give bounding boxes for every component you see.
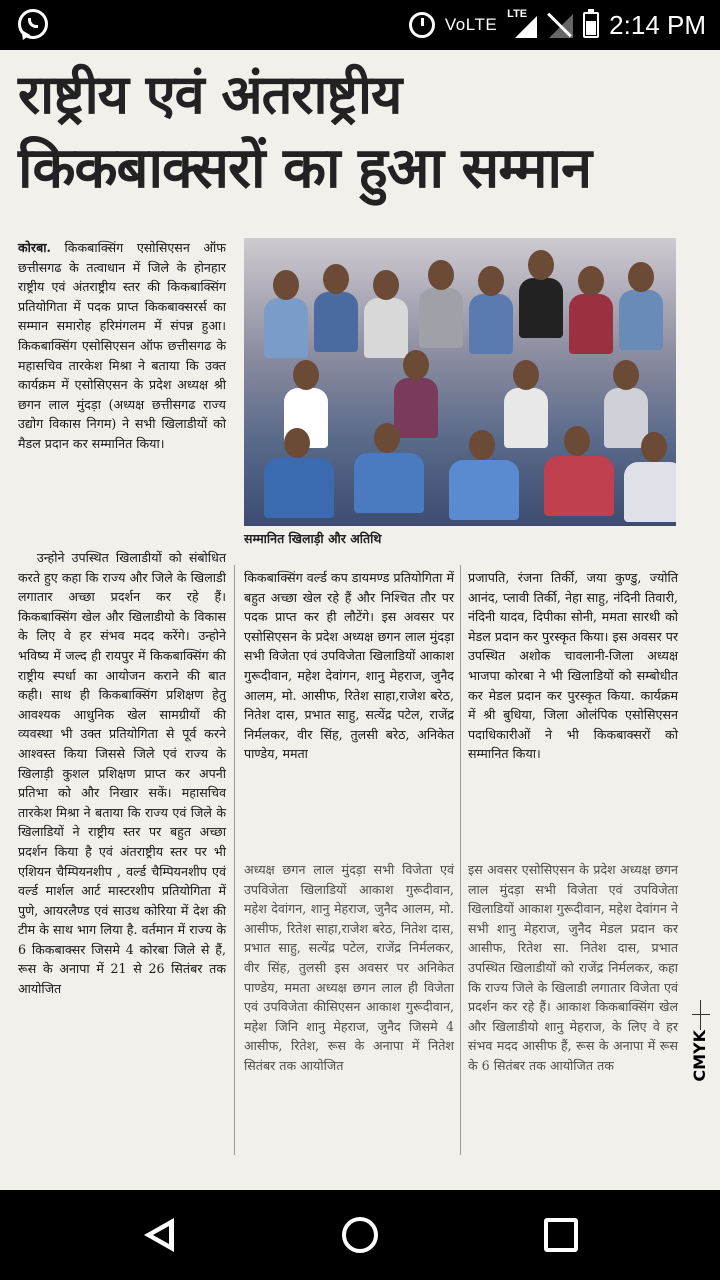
column-1-intro <box>18 238 226 454</box>
battery-icon <box>583 12 599 38</box>
lte-signal-icon <box>507 10 537 40</box>
status-bar <box>0 0 720 50</box>
volte-label: VoLTE <box>444 15 498 34</box>
column-divider-2 <box>460 565 461 1155</box>
cmyk-print-mark: CMYK <box>690 1030 709 1082</box>
status-time: 2:14 PM <box>609 9 706 40</box>
column-2-body: किकबाक्सिंग वर्ल्ड कप डायमण्ड प्रतियोगिता में बहुत अच्छा खेल रहे हैं और निश्चित तौर पर पदक प्राप्त कर ही लौटेंगे। इस अवसर पर एसोसिएसन के प्रदेश अध्यक्ष छगन लाल मुंदड़ा सभी विजेता एवं उपविजेता खिलाडियों आकाश गुरूदीवान, महेश देवांगन, शानु मेहराज, जुनैद आलम, मो. आसीफ, रितेश साहा,राजेश बरेठ, नितेश दास, प्रभात साहु, सत्येंद्र पटेल, राजेंद्र निर्मलकर, वीर सिंह, तुलसी बरेठ, अनिकेत पाण्डेय, ममता <box>244 570 454 762</box>
newspaper-clipping[interactable] <box>0 50 720 1190</box>
group-photo <box>244 238 676 526</box>
alarm-icon <box>409 12 435 38</box>
home-icon[interactable] <box>342 1217 378 1253</box>
no-signal-icon <box>547 12 573 38</box>
headline-line-2: किकबाक्सरों का हुआ सम्मान <box>18 136 592 201</box>
navigation-bar <box>0 1190 720 1280</box>
registration-mark-icon <box>692 1000 710 1030</box>
headline-line-1: राष्ट्रीय एवं अंतराष्ट्रीय <box>18 63 402 126</box>
recent-apps-icon[interactable] <box>544 1218 578 1252</box>
column-1-body: उन्होने उपस्थित खिलाडीयों को संबोधित करते हुए कहा कि राज्य और जिले के खिलाडी लगातार अच्छा प्रदर्शन कर रहे हैं। किकबाक्सिंग खेल और खिलाडीयो के विकास के लिए वे हर संभव मदद करेंगे। उन्होने भविष्य में जल्द ही रायपुर में किकबाक्सिंग की राष्ट्रीय स्पर्धा का आयोजन कराने की बात कही। साथ ही किकबाक्सिंग प्रशिक्षण हेतु आवश्यक आधुनिक खेल सामग्रीयों की व्यवस्था भी उक्त प्रतियोगिता से पूर्व करने आश्वस्त किया जिससे जिले एवं राज्य के खिलाड़ी कुशल प्रशिक्षण प्राप्त कर अपनी प्रतिभा को और निखार सकें। महासचिव तारकेश मिश्रा ने बताया कि राज्य एवं जिले के खिलाडियों ने राष्ट्रीय स्तर पर बहुत अच्छा प्रदर्शन किया है एवं अंतराष्ट्रीय स्तर पर भी एशियन चैम्पियनशीप , वर्ल्ड चैम्पियनशीप एवं वर्ल्ड मार्शल आर्ट मास्टरशीप प्रतियोगिता में पुणे, आयरलैण्ड एवं साउथ कोरिया में देश की टीम के साथ भाग लिया है. वर्तमान में राज्य के 6 किकबाक्सर जिसमे 4 कोरबा जिले से हैं, रूस के अनापा में 21 से 26 सितंबर तक आयोजित <box>18 550 226 997</box>
article-headline <box>18 58 708 206</box>
back-icon-inner <box>153 1226 169 1244</box>
intro-text: किकबाक्सिंग एसोसिएसन ऑफ छत्तीसगढ के तत्वाधान में जिले के होनहार राष्ट्रीय एवं अंतराष्ट्रीय स्तर की किकबाक्सिंग प्रतियोगिता में पदक प्राप्त किकबाक्सरर्स का सम्मान समारोह हरिमंगलम में संपन्न हुआ। किकबाक्सिंग एसोसिएसन ऑफ छत्तीसगढ के महासचिव तारकेश मिश्रा ने बताया कि उक्त कार्यक्रम में एसोसिएसन के प्रदेश अध्यक्ष श्री छगन लाल मुंदड़ा (अध्यक्ष छत्तीसगढ राज्य उद्योग विकास निगम) ने सभी खिलाडीयों को मैडल प्रदान कर सम्मानित किया। <box>18 240 226 451</box>
column-3-body: प्रजापति, रंजना तिर्की, जया कुण्डु, ज्योति आनंद, प्लावी तिर्की, नेहा साहु, नंदिनी तिवारी, नंदिनी यादव, दिपीका सोनी, ममता सारथी को मेडल प्रदान कर पुरस्कृत किया। इस अवसर पर उपस्थित अशोक चावलानी-जिला अध्यक्ष भाजपा कोरबा ने भी खिलाडियों को सम्बोधीत कर मेडल प्रदान कर पुरस्कृत किया. कार्यक्रम में श्री बुधिया, जिला ओलंपिक एसोसिएसन पदाधिकारीओं ने भी किकबाक्सरों को सम्मानित किया। <box>468 570 678 762</box>
column-divider-1 <box>234 565 235 1155</box>
dateline: कोरबा. <box>18 240 51 255</box>
column-2-smudged-text: अध्यक्ष छगन लाल मुंदड़ा सभी विजेता एवं उपविजेता खिलाडियों आकाश गुरूदीवान, महेश देवांगन, शानु मेहराज, जुनैद आलम, मो. आसीफ, रितेश साहा,राजेश बरेठ, नितेश दास, प्रभात साहु, सत्येंद्र पटेल, राजेंद्र निर्मलकर, वीर सिंह, तुलसी इस अवसर पर अनिकेत पाण्डेय, ममता अध्यक्ष छगन लाल ही विजेता एवं उपविजेता कीसिएसन आकाश गुरूदीवान, महेश जिनि शानु मेहराज, जुनैद जिसमे 4 आसीफ, रितेश, रूस के अनापा में नितेश सितंबर तक आयोजित <box>244 862 454 1073</box>
column-3-smudged-text: इस अवसर एसोसिएसन के प्रदेश अध्यक्ष छगन लाल मुंदड़ा सभी विजेता एवं उपविजेता खिलाडियों आकाश गुरूदीवान, महेश देवांगन ने सभी शानु मेहराज, जुनैद मेडल प्रदान कर आसीफ, रितेश सा. नितेश दास, प्रभात उपस्थित खिलाडीयों को राजेंद्र निर्मलकर, कहा कि राज्य जिले के खिलाडी लगातार विजेता एवं प्रदर्शन कर रहे हैं। आकाश किकबाक्सिंग खेल और खिलाडीयो शानु मेहराज, के लिए वे हर संभव मदद आसीफ हैं, रूस के अनापा में रूस के 6 सितंबर तक आयोजित तक <box>468 862 678 1073</box>
whatsapp-notification-icon <box>18 9 48 39</box>
lte-label: LTE <box>507 8 528 20</box>
photo-caption: सम्मानित खिलाड़ी और अतिथि <box>244 531 382 546</box>
